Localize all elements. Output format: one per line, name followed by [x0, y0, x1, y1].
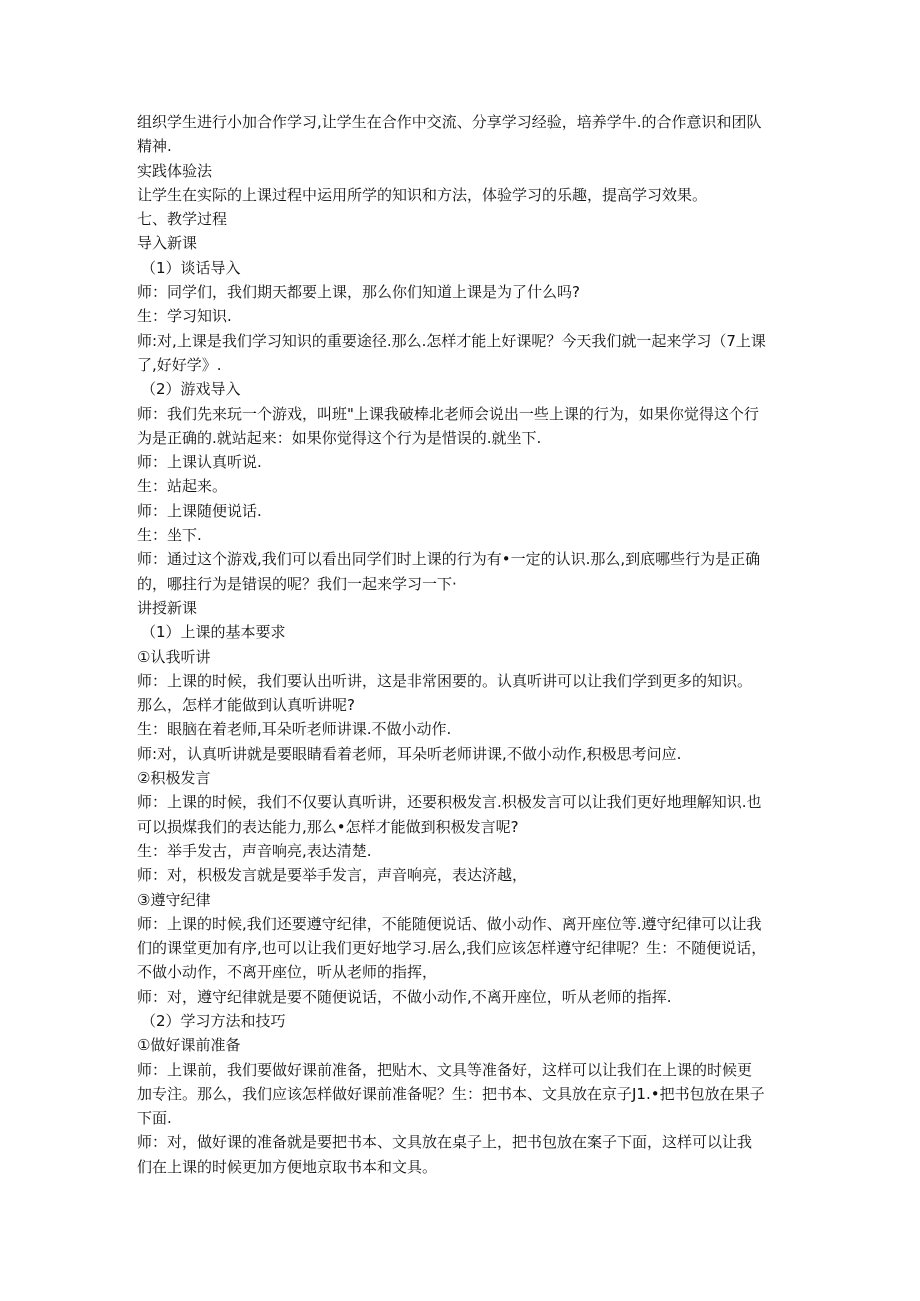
dialogue-line: 师：上课前，我们要做好课前准备，把贴木、文具等准备好，这样可以让我们在上课的时候更 [137, 1060, 753, 1079]
dialogue-line: 师:对，认真听讲就是要眼睛看着老师，耳朵听老师讲课,不做小动作,积极思考问应. [137, 744, 682, 763]
dialogue-line: 师：通过这个游戏,我们可以看出同学们时上课的行为有•一定的认识.那么,到底哪些行为是正确 [137, 550, 761, 569]
dialogue-line: 师：上课的时候，我们不仅要认真听讲，还要积极发言.枳极发言可以让我们更好地理解知识.也 [137, 793, 762, 812]
dialogue-line: 师：对，遵守纪律就是要不随便说话，不做小动作,不离开座位，听从老师的指挥. [137, 987, 672, 1006]
section-heading: 七、教学过程 [137, 210, 228, 229]
dialogue-line: 师:对,上课是我们学习知识的重要途径.那么.怎样才能上好课呢？今天我们就一起来学习（7上课 [137, 331, 766, 350]
section-heading: 实践体验法 [137, 161, 213, 180]
subsection-heading: （2）游戏导入 [141, 380, 241, 399]
dialogue-line: 的，哪拄行为是错误的呢？我们一起来学习一下· [137, 574, 457, 593]
subsection-heading: （2）学习方法和技巧 [141, 1011, 286, 1030]
item-heading: ③遵守纪律 [137, 890, 211, 909]
dialogue-line: 为是正确的.就站起来：如果你觉得这个行为是惜误的.就坐下. [137, 428, 542, 447]
dialogue-line: 们在上课的时候更加方便地京取书本和文具。 [137, 1157, 438, 1176]
dialogue-line: 师：对，做好课的准备就是要把书本、文具放在桌子上，把书包放在案子下面，这样可以让我 [137, 1133, 753, 1152]
dialogue-line: 生：眼脑在着老师,耳朵听老师讲课.不做小动作. [137, 720, 452, 739]
dialogue-line: 师：同学们，我们期天都要上课，那么你们知道上课是为了什么吗? [137, 283, 580, 302]
dialogue-line: 师：对，枳极发言就是要举手发言，声音响亮，表达济越， [137, 866, 528, 885]
dialogue-line: 了,好好学》. [137, 355, 222, 374]
paragraph-line: 精神. [137, 137, 172, 156]
item-heading: ①认我听讲 [137, 647, 211, 666]
item-heading: ②积极发言 [137, 769, 211, 788]
dialogue-line: 师：上课认真听说. [137, 453, 262, 472]
dialogue-line: 生：坐下. [137, 526, 202, 545]
section-heading: 导入新课 [137, 234, 198, 253]
dialogue-line: 那么，怎样才能做到认真听讲呢? [137, 696, 355, 715]
dialogue-line: 们的课堂更加有序,也可以让我们更好地学习.居么,我们应该怎样遵守纪律呢？生：不随便说话， [137, 939, 767, 958]
dialogue-line: 师：我们先来玩一个游戏，叫班"上课我破棒北老师会说出一些上课的行为，如果你觉得这个行 [137, 404, 759, 423]
dialogue-line: 师：上课随便说话. [137, 501, 262, 520]
dialogue-line: 不做小动作，不离开座位，听从老师的指挥， [137, 963, 438, 982]
paragraph-line: 组织学生进行小加合作学习,让学生在合作中交流、分享学习经验，培养学牛.的合作意识和团队 [137, 113, 762, 131]
dialogue-line: 可以损煤我们的表达能力,那么•怎样才能做到积极发言呢? [137, 817, 519, 836]
section-heading: 讲授新课 [137, 598, 198, 617]
document-body [137, 110, 787, 1179]
dialogue-line: 生：学习知识. [137, 307, 232, 326]
dialogue-line: 生：举手发古，声音响亮,表达清楚. [137, 841, 372, 860]
dialogue-line: 师：上课的时候，我们要认出听讲，这是非常困要的。认真听讲可以让我们学到更多的知识。 [137, 671, 753, 690]
dialogue-line: 加专注。那么，我们应该怎样做好课前准备呢？生：把书本、文具放在京子J1.•把书包放在果子 [137, 1084, 765, 1103]
dialogue-line: 师：上课的时候,我们还要遵守纪律，不能随便说话、做小动作、离开座位等.遵守纪律可以让我 [137, 914, 762, 933]
paragraph-line: 让学生在实际的上课过程中运用所学的知识和方法，体验学习的乐趣，提高学习效果。 [137, 185, 708, 204]
dialogue-line: 生：站起来。 [137, 477, 228, 496]
dialogue-line: 下面. [137, 1109, 172, 1128]
subsection-heading: （1）上课的基本要求 [141, 623, 286, 642]
subsection-heading: （1）谈话导入 [141, 258, 241, 277]
item-heading: ①做好课前准备 [137, 1036, 241, 1055]
